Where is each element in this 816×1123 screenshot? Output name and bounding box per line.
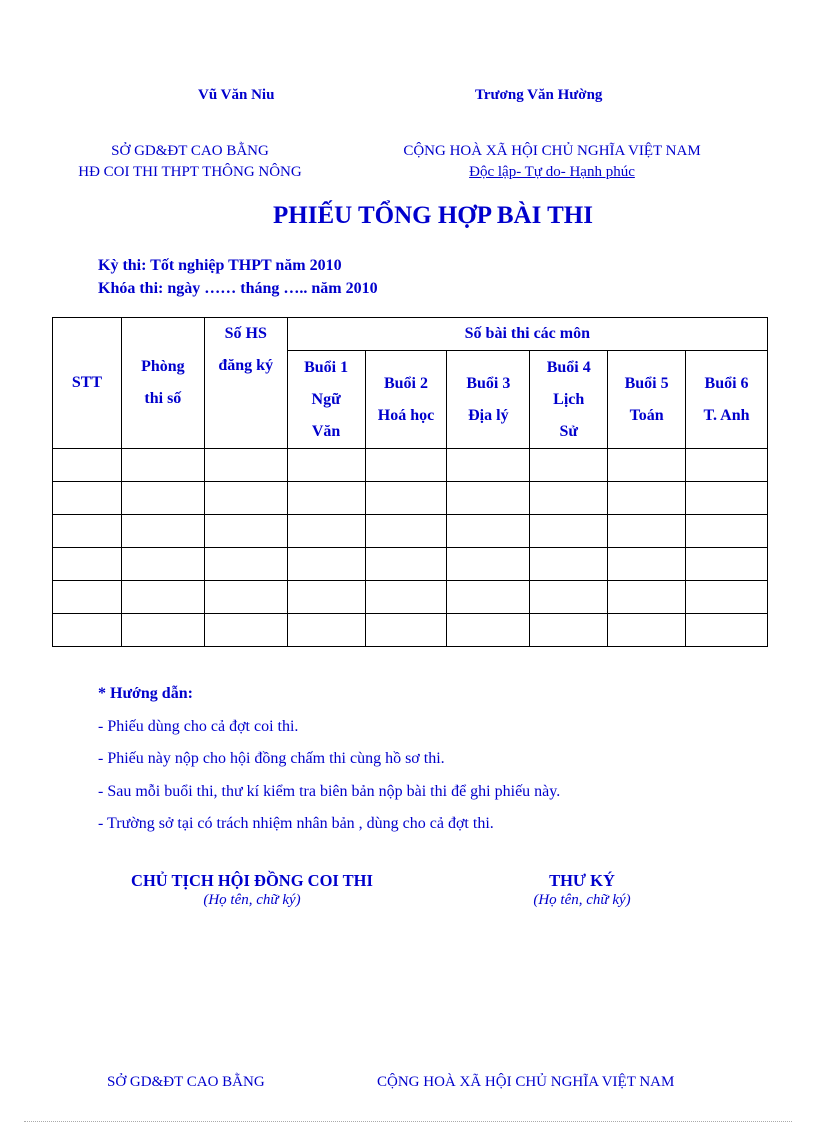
table-cell <box>121 614 204 647</box>
table-cell <box>447 548 530 581</box>
table-cell <box>121 482 204 515</box>
page-bottom-divider <box>24 1121 792 1122</box>
table-cell <box>53 581 122 614</box>
header-session-2: Buổi 2 Hoá học <box>365 351 447 449</box>
table-cell <box>365 515 447 548</box>
table-cell <box>530 515 608 548</box>
table-cell <box>686 515 768 548</box>
exam-line-1: Kỳ thi: Tốt nghiệp THPT năm 2010 <box>98 257 342 274</box>
table-cell <box>447 515 530 548</box>
chairman-note: (Họ tên, chữ ký) <box>203 892 301 908</box>
table-cell <box>530 548 608 581</box>
table-cell <box>204 482 287 515</box>
exam-info <box>98 254 378 300</box>
table-row <box>53 581 768 614</box>
table-cell <box>530 449 608 482</box>
header-group: Số bài thi các môn <box>287 318 767 351</box>
table-cell <box>365 449 447 482</box>
table-cell <box>608 515 686 548</box>
table-cell <box>204 581 287 614</box>
header-session-6: Buổi 6 T. Anh <box>686 351 768 449</box>
table-cell <box>287 515 365 548</box>
table-cell <box>608 449 686 482</box>
table-cell <box>287 482 365 515</box>
footer-dept: SỞ GD&ĐT CAO BẰNG <box>107 1074 265 1090</box>
table-row <box>53 515 768 548</box>
table-cell <box>287 449 365 482</box>
table-cell <box>686 548 768 581</box>
exam-line-2: Khóa thi: ngày …… tháng ….. năm 2010 <box>98 280 378 297</box>
author-right: Trương Văn Hường <box>475 87 603 103</box>
table-row <box>53 449 768 482</box>
table-cell <box>365 581 447 614</box>
table-cell <box>608 548 686 581</box>
signature-right <box>482 871 682 909</box>
table-cell <box>121 515 204 548</box>
table-cell <box>447 482 530 515</box>
header-session-1: Buổi 1 Ngữ Văn <box>287 351 365 449</box>
header-registered: Số HS đăng ký <box>204 318 287 449</box>
table-cell <box>365 614 447 647</box>
table-cell <box>686 614 768 647</box>
table-cell <box>287 614 365 647</box>
table-cell <box>608 482 686 515</box>
header-session-3: Buổi 3 Địa lý <box>447 351 530 449</box>
table-cell <box>121 581 204 614</box>
table-cell <box>53 482 122 515</box>
table-cell <box>53 548 122 581</box>
table-cell <box>204 614 287 647</box>
page-title: PHIẾU TỔNG HỢP BÀI THI <box>273 202 593 229</box>
guide-item: - Trường sở tại có trách nhiệm nhân bản , dùng cho cả đợt thi. <box>98 815 494 832</box>
table-cell <box>608 581 686 614</box>
table-cell <box>53 449 122 482</box>
table-row <box>53 614 768 647</box>
guide-item: - Sau mỗi buổi thi, thư kí kiểm tra biên bản nộp bài thi để ghi phiếu này. <box>98 782 561 800</box>
guide-item: - Phiếu dùng cho cả đợt coi thi. <box>98 717 299 735</box>
table-cell <box>204 515 287 548</box>
header-stt: STT <box>53 318 122 449</box>
table-cell <box>365 482 447 515</box>
footer-republic: CỘNG HOÀ XÃ HỘI CHỦ NGHĨA VIỆT NAM <box>377 1074 675 1090</box>
table-cell <box>365 548 447 581</box>
table-cell <box>686 449 768 482</box>
table-cell <box>608 614 686 647</box>
republic-name: CỘNG HOÀ XÃ HỘI CHỦ NGHĨA VIỆT NAM <box>403 143 701 159</box>
table-cell <box>204 548 287 581</box>
summary-table <box>52 317 768 647</box>
dept-name: SỞ GD&ĐT CAO BẰNG <box>111 143 269 159</box>
header-left <box>40 141 340 183</box>
chairman-title: CHỦ TỊCH HỘI ĐỒNG COI THI <box>131 871 373 890</box>
table-cell <box>287 581 365 614</box>
table-cell <box>530 614 608 647</box>
table-cell <box>530 482 608 515</box>
table-cell <box>204 449 287 482</box>
table-cell <box>686 581 768 614</box>
table-cell <box>447 449 530 482</box>
header-session-4: Buổi 4 Lịch Sử <box>530 351 608 449</box>
table-cell <box>447 581 530 614</box>
guide-heading: * Hướng dẫn: <box>98 685 193 702</box>
table-cell <box>53 614 122 647</box>
motto: Độc lập- Tự do- Hạnh phúc <box>469 164 635 180</box>
table-row <box>53 482 768 515</box>
signature-left <box>92 871 412 909</box>
header-right <box>352 141 752 183</box>
council-name: HĐ COI THI THPT THÔNG NÔNG <box>78 164 302 180</box>
table-row <box>53 548 768 581</box>
secretary-note: (Họ tên, chữ ký) <box>533 892 631 908</box>
table-cell <box>121 449 204 482</box>
table-cell <box>530 581 608 614</box>
guide-section <box>98 678 560 841</box>
header-session-5: Buổi 5 Toán <box>608 351 686 449</box>
author-left: Vũ Văn Niu <box>198 87 275 103</box>
table-cell <box>53 515 122 548</box>
table-cell <box>287 548 365 581</box>
table-cell <box>121 548 204 581</box>
secretary-title: THƯ KÝ <box>549 871 615 890</box>
header-room: Phòng thi số <box>121 318 204 449</box>
guide-item: - Phiếu này nộp cho hội đồng chấm thi cùng hồ sơ thi. <box>98 750 445 767</box>
table-cell <box>686 482 768 515</box>
table-cell <box>447 614 530 647</box>
